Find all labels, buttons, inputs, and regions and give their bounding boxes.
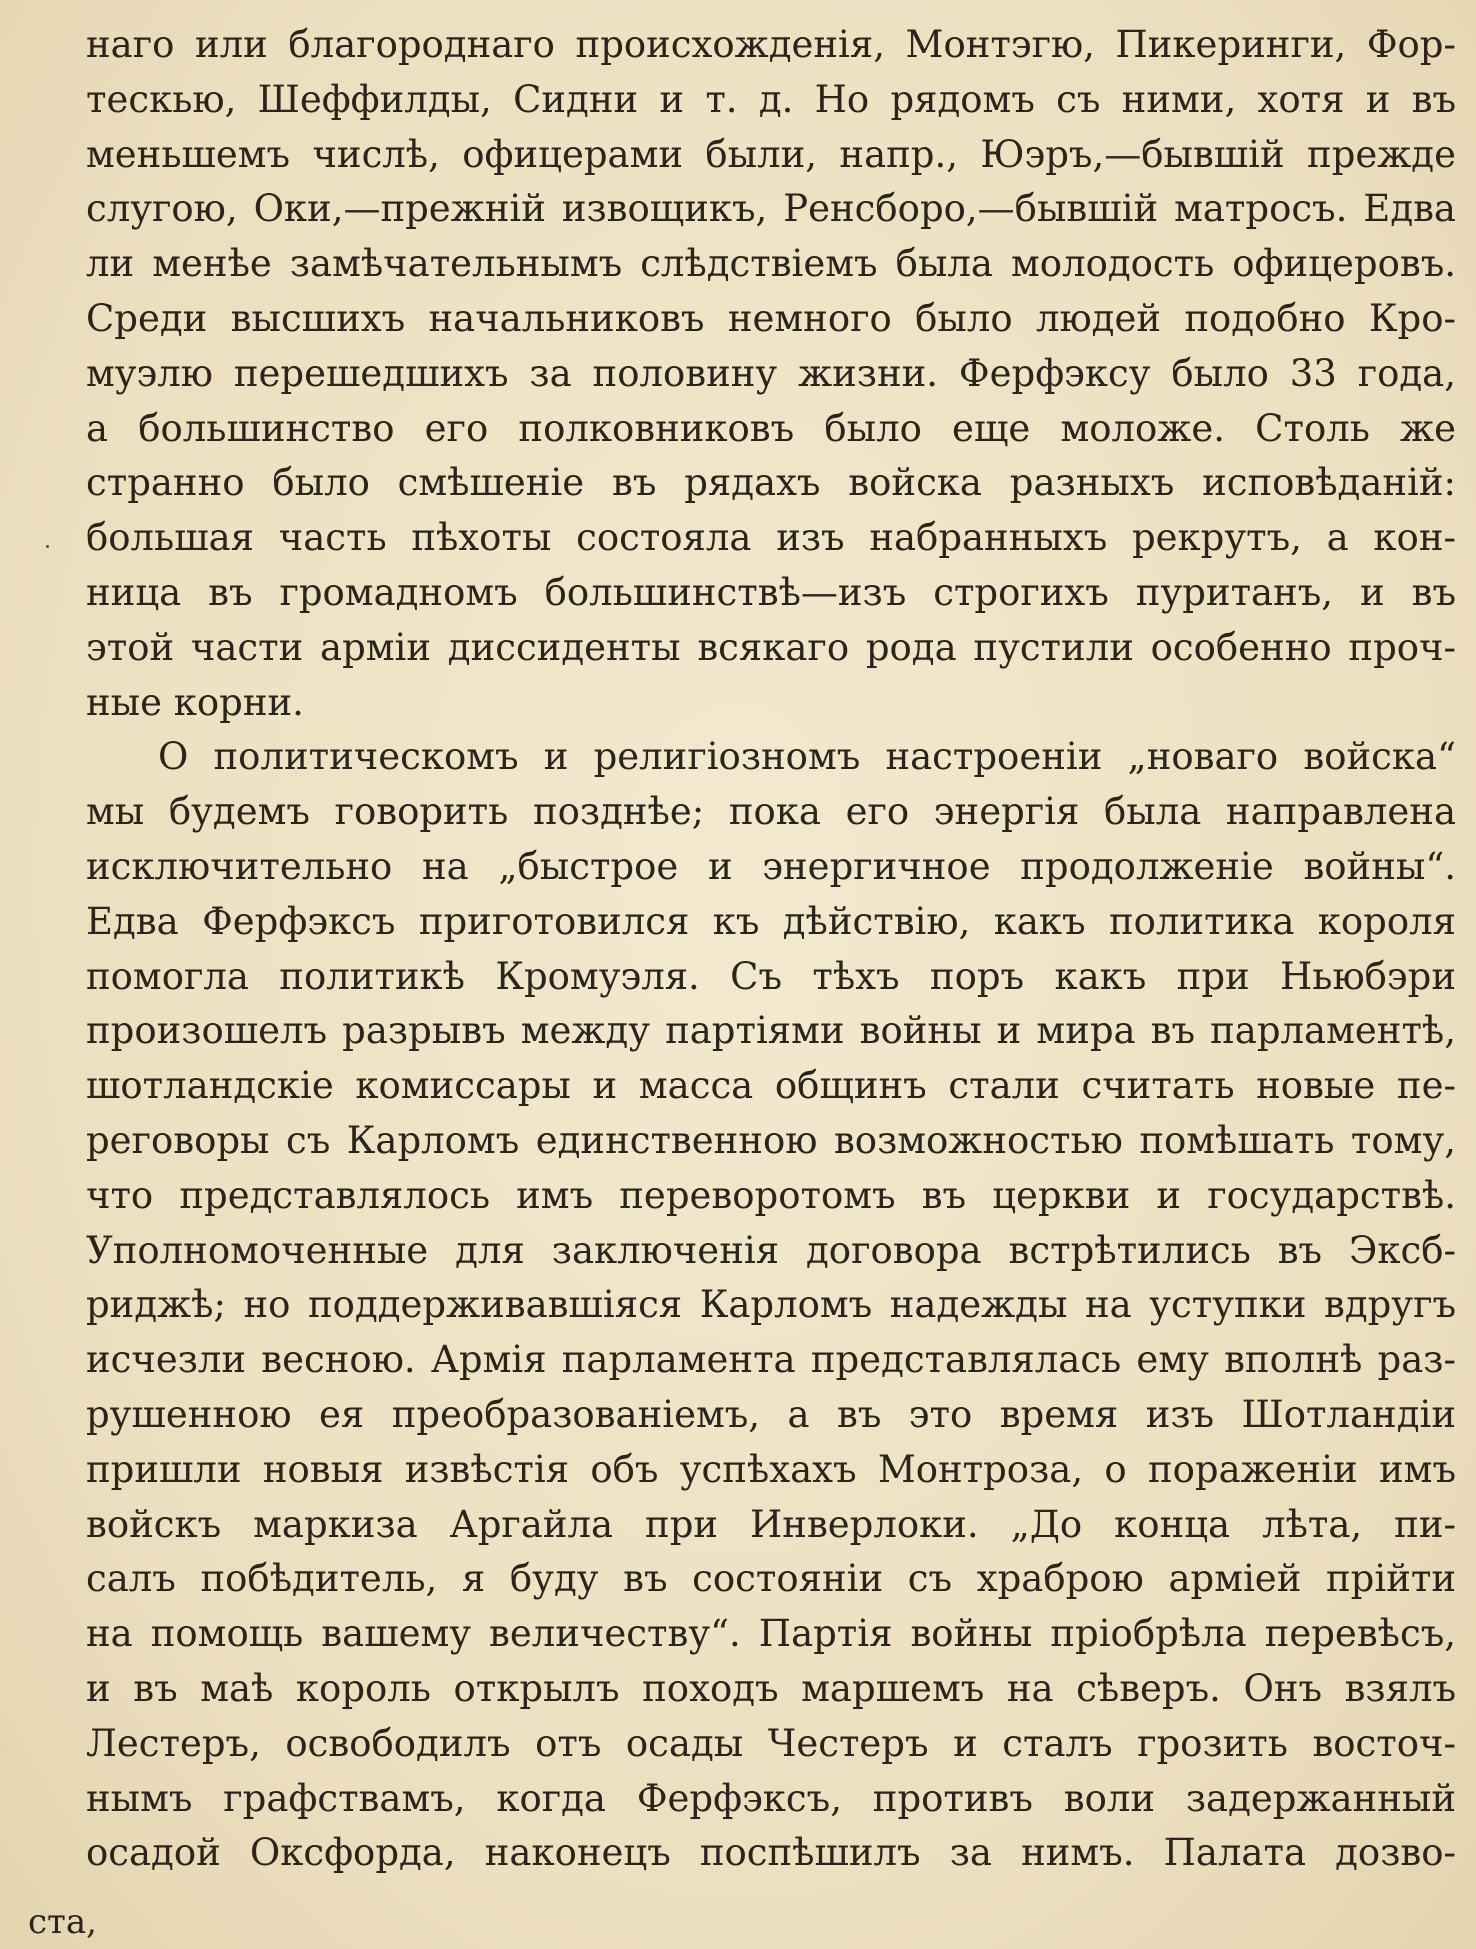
text-line: ные корни. xyxy=(86,680,304,724)
text-line: на помощь вашему величеству“. Партія войны пріобрѣла перевѣсъ, xyxy=(86,1612,1456,1656)
text-line: осадой Оксфорда, наконецъ поспѣшилъ за нимъ. Палата дозво- xyxy=(86,1831,1456,1875)
text-line: тескью, Шеффилды, Сидни и т. д. Но рядомъ съ ними, хотя и въ xyxy=(86,77,1456,121)
text-line: мы будемъ говорить позднѣе; пока его энергія была направлена xyxy=(86,790,1456,834)
text-line: ница въ громадномъ большинствѣ—изъ строгихъ пуританъ, и въ xyxy=(86,570,1456,614)
text-line: О политическомъ и религіозномъ настроеніи „новаго войска“ xyxy=(158,735,1456,779)
text-line: пришли новыя извѣстія объ успѣхахъ Монтроза, о пораженіи имъ xyxy=(86,1447,1456,1491)
text-line: Едва Ферфэксъ приготовился къ дѣйствію, какъ политика короля xyxy=(86,899,1456,943)
text-line: риджѣ; но поддерживавшіяся Карломъ надежды на уступки вдругъ xyxy=(86,1283,1456,1327)
text-line: произошелъ разрывъ между партіями войны и мира въ парламентѣ, xyxy=(86,1009,1456,1053)
text-line: этой части арміи диссиденты всякаго рода пустили особенно проч- xyxy=(86,625,1456,669)
text-line: исключительно на „быстрое и энергичное продолженіе войны“. xyxy=(86,844,1456,888)
text-line: а большинство его полковниковъ было еще моложе. Столь же xyxy=(86,406,1456,450)
text-line: помогла политикѣ Кромуэля. Съ тѣхъ поръ какъ при Ньюбэри xyxy=(86,954,1456,998)
text-line: странно было смѣшеніе въ рядахъ войска разныхъ исповѣданій: xyxy=(86,461,1456,505)
paragraph-2 xyxy=(86,730,1456,1881)
text-line: Уполномоченные для заключенія договора встрѣтились въ Эксб- xyxy=(86,1228,1456,1272)
text-line: войскъ маркиза Аргайла при Инверлоки. „До конца лѣта, пи- xyxy=(86,1502,1456,1546)
text-line: наго или благороднаго происхожденія, Монтэгю, Пикеринги, Фор- xyxy=(86,23,1456,66)
body-text xyxy=(86,18,1456,1881)
text-line: меньшемъ числѣ, офицерами были, напр., Юэръ,—бывшій прежде xyxy=(86,132,1456,176)
text-line: Среди высшихъ начальниковъ немного было людей подобно Кро- xyxy=(86,296,1456,340)
text-line: Лестеръ, освободилъ отъ осады Честеръ и сталъ грозить восточ- xyxy=(86,1721,1456,1765)
text-line: реговоры съ Карломъ единственною возможностью помѣшать тому, xyxy=(86,1118,1456,1162)
text-line: рушенною ея преобразованіемъ, а въ это время изъ Шотландіи xyxy=(86,1392,1456,1436)
text-line: что представлялось имъ переворотомъ въ церкви и государствѣ. xyxy=(86,1173,1456,1217)
text-line: слугою, Оки,—прежній извощикъ, Ренсборо,—бывшій матросъ. Едва xyxy=(86,187,1456,231)
catchword: ста, xyxy=(28,1902,97,1942)
text-line: и въ маѣ король открылъ походъ маршемъ на сѣверъ. Онъ взялъ xyxy=(86,1666,1456,1710)
margin-dot xyxy=(46,545,49,548)
text-line: ли менѣе замѣчательнымъ слѣдствіемъ была молодость офицеровъ. xyxy=(86,242,1456,286)
text-line: исчезли весною. Армія парламента представлялась ему вполнѣ раз- xyxy=(86,1338,1456,1382)
text-line: нымъ графствамъ, когда Ферфэксъ, противъ воли задержанный xyxy=(86,1776,1456,1820)
text-line: муэлю перешедшихъ за половину жизни. Ферфэксу было 33 года, xyxy=(86,351,1456,395)
paragraph-1 xyxy=(86,18,1456,730)
text-line: салъ побѣдитель, я буду въ состояніи съ храброю арміей прійти xyxy=(86,1557,1456,1601)
text-line: шотландскіе комиссары и масса общинъ стали считать новые пе- xyxy=(86,1064,1456,1108)
text-line: большая часть пѣхоты состояла изъ набранныхъ рекрутъ, а кон- xyxy=(86,516,1456,560)
